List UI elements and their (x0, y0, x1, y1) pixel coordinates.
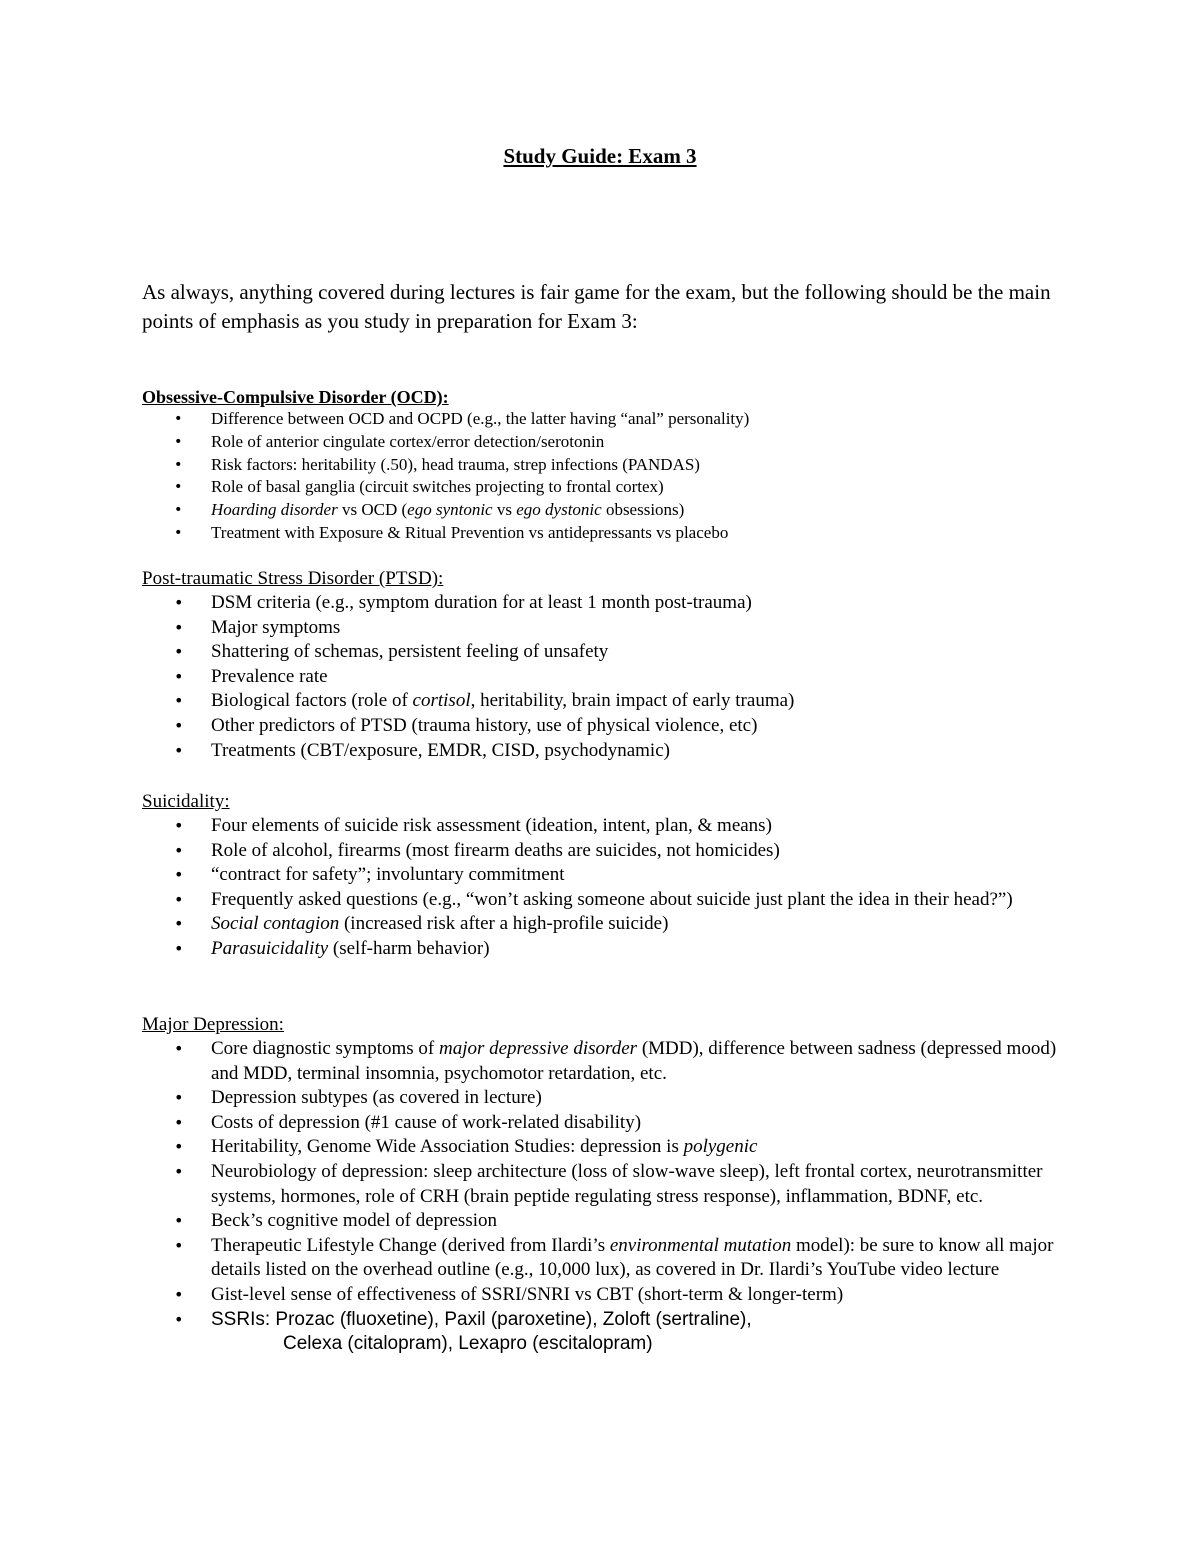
list-item (142, 912, 1062, 937)
text-run: vs OCD ( (337, 500, 408, 520)
list-item: • Role of alcohol, firearms (most firearm deaths are suicides, not homicides) (142, 839, 1062, 864)
text-run: Biological factors (role of (211, 690, 413, 712)
bullet-list (142, 1037, 1062, 1357)
list-item: • Frequently asked questions (e.g., “won’t asking someone about suicide just plant the idea in their head?”) (142, 888, 1062, 913)
list-item: • Costs of depression (#1 cause of work-related disability) (142, 1111, 1062, 1136)
list-item (142, 499, 1062, 522)
page-title: Study Guide: Exam 3 (503, 144, 697, 168)
text-run: (increased risk after a high-profile suicide) (339, 913, 669, 935)
italic-term: cortisol (412, 690, 471, 712)
list-item: • Beck’s cognitive model of depression (142, 1209, 1062, 1234)
section-major-depression (142, 1013, 1062, 1357)
list-item: • “contract for safety”; involuntary commitment (142, 863, 1062, 888)
text-run: obsessions) (601, 500, 685, 520)
italic-term: major depressive disorder (438, 1038, 638, 1059)
bullet-list (142, 814, 1062, 962)
italic-term: Parasuicidality (211, 937, 329, 959)
italic-term: environmental mutation (609, 1234, 792, 1256)
list-item: • Role of anterior cingulate cortex/error detection/serotonin (142, 431, 1062, 454)
text-run: (MDD), difference between sadness (depressed mood) and MDD, terminal insomnia, psychomotor retardation, etc. (211, 1038, 1057, 1084)
section-heading: Post-traumatic Stress Disorder (PTSD): (142, 568, 444, 589)
list-item: • Difference between OCD and OCPD (e.g., the latter having “anal” personality) (142, 408, 1062, 431)
section-suicidality (142, 790, 1062, 962)
intro-paragraph: As always, anything covered during lectures is fair game for the exam, but the following should be the main points of emphasis as you study in preparation for Exam 3: (142, 280, 1051, 333)
section-ocd (142, 386, 1062, 545)
section-ptsd (142, 567, 1062, 763)
ssri-line-2: Celexa (citalopram), Lexapro (escitalopram) (283, 1333, 653, 1355)
text-run: (self-harm behavior) (328, 937, 490, 959)
list-item: • Gist-level sense of effectiveness of SSRI/SNRI vs CBT (short-term & longer-term) (142, 1283, 1062, 1308)
text-run: Therapeutic Lifestyle Change (derived from Ilardi’s (211, 1234, 610, 1256)
list-item (142, 1037, 1062, 1086)
section-heading: Suicidality: (142, 791, 230, 812)
list-item (142, 1135, 1062, 1160)
list-item: • Neurobiology of depression: sleep architecture (loss of slow-wave sleep), left frontal cortex, neurotransmitter systems, hormones, role of CRH (brain peptide regulating stress response), inflammation, BDNF, etc. (142, 1160, 1062, 1209)
section-heading: Major Depression: (142, 1014, 284, 1035)
list-item (142, 689, 1062, 714)
ssri-line-1: SSRIs: Prozac (fluoxetine), Paxil (paroxetine), Zoloft (sertraline), (211, 1308, 752, 1330)
list-item: • Treatment with Exposure & Ritual Prevention vs antidepressants vs placebo (142, 522, 1062, 545)
list-item: • Major symptoms (142, 616, 1062, 641)
list-item (142, 937, 1062, 962)
text-run: model): be sure to know all major details listed on the overhead outline (e.g., 10,000 lux), as covered in Dr. Ilardi’s YouTube video lecture (211, 1234, 1054, 1281)
list-item: • Prevalence rate (142, 665, 1062, 690)
italic-term: Hoarding disorder (211, 500, 338, 520)
italic-term: polygenic (683, 1136, 758, 1158)
section-heading: Obsessive-Compulsive Disorder (OCD): (142, 387, 449, 407)
list-item (142, 1234, 1062, 1283)
text-run: , heritability, brain impact of early trauma) (470, 690, 795, 712)
italic-term: ego dystonic (516, 500, 602, 520)
list-item: • Shattering of schemas, persistent feeling of unsafety (142, 640, 1062, 665)
list-item: • Other predictors of PTSD (trauma history, use of physical violence, etc) (142, 714, 1062, 739)
italic-term: Social contagion (211, 913, 340, 935)
list-item: • Role of basal ganglia (circuit switches projecting to frontal cortex) (142, 476, 1062, 499)
bullet-list (142, 408, 1062, 545)
text-run: Heritability, Genome Wide Association Studies: depression is (211, 1136, 684, 1158)
list-item: • Depression subtypes (as covered in lecture) (142, 1086, 1062, 1111)
bullet-list (142, 591, 1062, 763)
italic-term: ego syntonic (407, 500, 493, 520)
list-item: • Four elements of suicide risk assessment (ideation, intent, plan, & means) (142, 814, 1062, 839)
list-item: • Risk factors: heritability (.50), head trauma, strep infections (PANDAS) (142, 454, 1062, 477)
text-run: Core diagnostic symptoms of (211, 1038, 439, 1059)
list-item: • Treatments (CBT/exposure, EMDR, CISD, psychodynamic) (142, 739, 1062, 764)
text-run: vs (492, 500, 517, 520)
list-item: • DSM criteria (e.g., symptom duration for at least 1 month post-trauma) (142, 591, 1062, 616)
list-item-ssris (142, 1308, 1062, 1357)
